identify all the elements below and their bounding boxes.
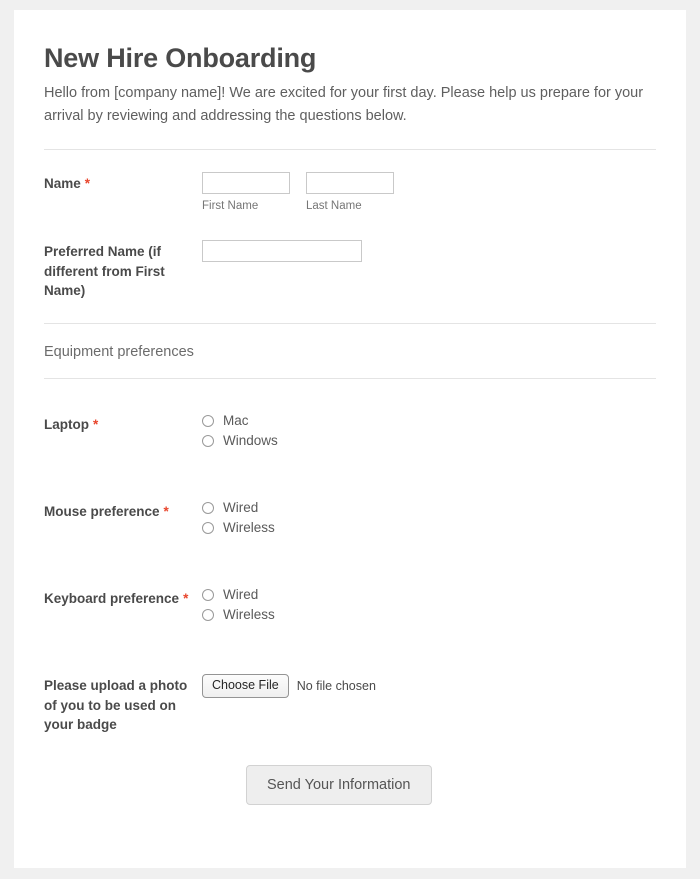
- radio-option-mouse-wired[interactable]: [202, 500, 656, 515]
- field-name: [44, 150, 656, 232]
- field-preferred-name: [44, 232, 656, 323]
- radio-group-mouse: [202, 500, 656, 535]
- label-text-name: Name: [44, 176, 81, 192]
- field-label-laptop: [44, 413, 202, 435]
- page-title: New Hire Onboarding: [44, 43, 317, 73]
- required-asterisk-laptop: *: [93, 417, 99, 433]
- radio-circle-icon[interactable]: [202, 415, 214, 427]
- field-label-photo-upload: Please upload a photo of you to be used on your badge: [44, 678, 188, 733]
- radio-option-laptop-mac[interactable]: [202, 413, 656, 428]
- field-control-laptop: [202, 413, 656, 448]
- last-name-sublabel: Last Name: [306, 200, 362, 213]
- field-mouse-preference: [44, 474, 656, 561]
- radio-group-keyboard: [202, 587, 656, 622]
- field-label-preferred-name: Preferred Name (if different from First Name): [44, 244, 165, 299]
- field-laptop: [44, 379, 656, 474]
- field-keyboard-preference: [44, 561, 656, 648]
- last-name-input[interactable]: [306, 172, 394, 194]
- radio-option-mouse-wireless[interactable]: [202, 520, 656, 535]
- field-control-keyboard: [202, 587, 656, 622]
- first-name-sublabel: First Name: [202, 200, 259, 213]
- choose-file-button[interactable]: Choose File: [202, 674, 289, 698]
- radio-group-laptop: [202, 413, 656, 448]
- last-name-column: [306, 172, 394, 212]
- radio-circle-icon[interactable]: [202, 502, 214, 514]
- file-chosen-status: No file chosen: [296, 678, 376, 693]
- field-label-keyboard: [44, 587, 202, 609]
- radio-label: Wireless: [223, 520, 275, 536]
- radio-circle-icon[interactable]: [202, 609, 214, 621]
- radio-label: Wireless: [223, 607, 275, 623]
- field-control-preferred-name: [202, 240, 656, 262]
- file-upload-row: [202, 674, 656, 698]
- radio-circle-icon[interactable]: [202, 589, 214, 601]
- field-photo-upload: [44, 648, 656, 735]
- field-control-photo-upload: [202, 674, 656, 698]
- radio-label: Mac: [223, 413, 249, 429]
- field-control-mouse: [202, 500, 656, 535]
- field-control-name: [202, 172, 656, 212]
- first-name-input[interactable]: [202, 172, 290, 194]
- radio-option-keyboard-wireless[interactable]: [202, 607, 656, 622]
- radio-option-laptop-windows[interactable]: [202, 433, 656, 448]
- radio-option-keyboard-wired[interactable]: [202, 587, 656, 602]
- radio-circle-icon[interactable]: [202, 435, 214, 447]
- label-text-laptop: Laptop: [44, 417, 89, 433]
- label-text-keyboard: Keyboard preference: [44, 591, 180, 607]
- name-input-group: [202, 172, 656, 212]
- first-name-column: [202, 172, 290, 212]
- section-heading-equipment: Equipment preferences: [44, 344, 194, 361]
- radio-label: Windows: [223, 433, 278, 449]
- form-container: [14, 10, 686, 805]
- required-asterisk-name: *: [84, 176, 91, 192]
- field-label-mouse: [44, 500, 202, 522]
- send-information-button[interactable]: Send Your Information: [246, 765, 432, 805]
- field-label-name: [44, 172, 202, 194]
- required-asterisk-keyboard: *: [183, 591, 189, 607]
- preferred-name-input[interactable]: [202, 240, 362, 262]
- label-text-mouse: Mouse preference: [44, 504, 160, 520]
- required-asterisk-mouse: *: [163, 504, 169, 520]
- submit-area: [44, 735, 656, 805]
- radio-circle-icon[interactable]: [202, 522, 214, 534]
- radio-label: Wired: [223, 587, 259, 603]
- form-intro-text: Hello from [company name]! We are excited for your first day. Please help us prepare for your arrival by reviewing and addressing the questions below.: [44, 85, 644, 124]
- form-page: [14, 10, 686, 868]
- radio-label: Wired: [223, 500, 259, 516]
